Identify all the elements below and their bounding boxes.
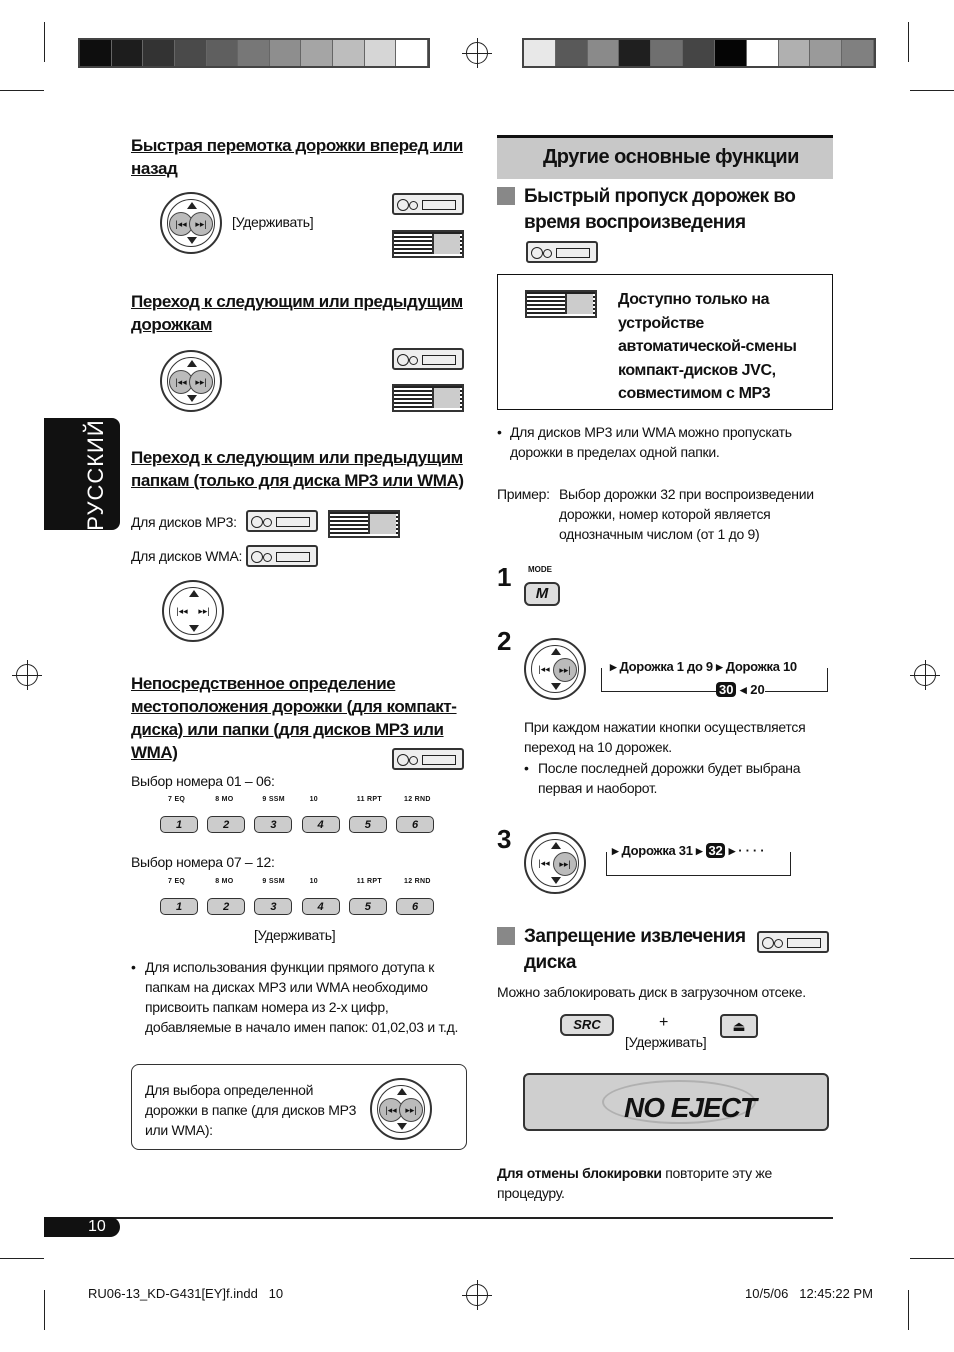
color-swatch [556,40,588,66]
step2-bullet: После последней дорожки будет выбрана первая и наоборот. [538,760,801,796]
eject-button[interactable] [720,1014,758,1038]
section-next-prev-folder-title: Переход к следующим или предыдущим папкам (только для диска MP3 или WMA) [131,448,464,490]
number-button-function-label: 10 [309,878,318,885]
direct-access-note: Для использования функции прямого дотупа к папкам на дисках MP3 или WMA необходимо присвоить папкам номера из 2-х цифр, добавляемые в начало имен папок: 01,02,03 и т.д. [145,959,459,1035]
track-sequence: ▸ Дорожка 31 ▸ 32 ▸ · · · · [612,843,765,858]
track-more: · · · · [738,843,765,858]
skip-back-icon: |◂◂ [169,212,193,236]
color-swatch [524,40,556,66]
cd-device-icon [392,348,464,370]
color-swatch [747,40,779,66]
number-button-function-label: 11 RPT [356,878,382,885]
number-button-function-label: 10 [309,796,318,803]
folder-track-info-text: Для выбора определенной дорожки в папке (для дисков MP3 или WMA): [145,1082,357,1138]
track-31: Дорожка 31 [621,843,693,858]
footer-file-info: RU06-13_KD-G431[EY]f.indd 10 [88,1286,284,1301]
mp3-disc-label: Для дисков MP3: [131,514,237,530]
number-button-6[interactable]: 6 [396,816,434,833]
skip-in-folder-note: Для дисков MP3 или WMA можно пропускать дорожки в пределах одной папки. [510,424,792,460]
cd-changer-icon [328,510,400,538]
color-calibration-strip-left [78,38,430,68]
src-button-label: SRC [573,1017,601,1032]
number-button-4[interactable]: 4 [302,816,340,833]
example-text: Выбор дорожки 32 при воспроизведении дорожки, номер которой является однозначным числом (от 1 до 9) [559,486,814,542]
select-range-label-1: Выбор номера 01 – 06: [131,773,275,789]
mode-button-label: MODE [528,565,552,574]
number-button-function-label: 12 RND [404,796,431,803]
section-direct-select-title: Непосредственное определение местоположения дорожки (для компакт-диска) или папки (для дисков MP3 или WMA) [131,674,457,762]
bullet-marker: • [497,424,502,440]
cd-device-icon [246,510,318,532]
number-button-5[interactable]: 5 [349,898,387,915]
color-swatch [396,40,428,66]
notice-text: Доступно только на устройстве автоматической-смены компакт-дисков JVC, совместимом с MP3 [618,291,797,402]
cd-changer-icon [392,230,464,258]
number-button-1[interactable]: 1 [160,816,198,833]
skip-control-dial[interactable] [160,192,222,254]
hold-label: [Удерживать] [625,1034,707,1050]
registration-mark-left [16,664,38,686]
color-swatch [301,40,333,66]
subsection-marker [497,927,515,945]
color-swatch [80,40,112,66]
registration-mark-top [466,42,488,64]
color-swatch [619,40,651,66]
folder-control-dial[interactable] [162,580,224,642]
number-button-3[interactable]: 3 [254,816,292,833]
color-swatch [779,40,811,66]
color-swatch [715,40,747,66]
bullet-marker: • [131,959,136,975]
cycle-step-b: Дорожка 10 [725,659,797,674]
cd-device-icon [757,931,829,953]
number-button-function-label: 9 SSM [262,796,285,803]
skip-back-icon: |◂◂ [533,852,555,874]
cancel-lock-text [497,1163,817,1203]
subsection-marker [497,187,515,205]
color-swatch [270,40,302,66]
skip-back-icon: |◂◂ [169,370,193,394]
step2-description: При каждом нажатии кнопки осуществляется переход на 10 дорожек. [524,719,806,755]
skip-forward-icon: ▸▸| [553,852,577,876]
number-button-5[interactable]: 5 [349,816,387,833]
section-header-title: Другие основные функции [543,146,799,168]
example-label: Пример: [497,486,550,502]
number-button-4[interactable]: 4 [302,898,340,915]
cycle-step-c: 30 [716,682,736,697]
hold-label: [Удерживать] [232,214,314,230]
number-button-2[interactable]: 2 [207,816,245,833]
color-swatch [588,40,620,66]
footer-date-info: 10/5/06 12:45:22 PM [745,1286,873,1301]
number-button-function-label: 8 MO [215,796,234,803]
color-swatch [651,40,683,66]
cd-changer-icon [525,290,597,318]
cycle-step-a: Дорожка 1 до 9 [619,659,713,674]
step-number: 2 [497,626,512,656]
number-button-function-label: 8 MO [215,878,234,885]
skip-control-dial[interactable] [524,832,586,894]
section-fast-forward-title: Быстрая перемотка дорожки вперед или назад [131,136,463,178]
number-button-3[interactable]: 3 [254,898,292,915]
mode-key-label: M [535,585,549,602]
cd-device-icon [392,748,464,770]
color-swatch [112,40,144,66]
wma-disc-label: Для дисков WMA: [131,548,243,564]
skip-forward-icon: ▸▸| [553,658,577,682]
color-swatch [238,40,270,66]
no-eject-description: Можно заблокировать диск в загрузочном отсеке. [497,984,806,1000]
skip-forward-icon: ▸▸| [189,212,213,236]
page-number: 10 [88,1218,106,1235]
skip-back-icon: |◂◂ [379,1098,403,1122]
display-flash-rays [604,1082,757,1123]
fast-skip-title: Быстрый пропуск дорожек во время воспроизведения [524,186,796,233]
skip-control-dial[interactable] [524,638,586,700]
color-swatch [333,40,365,66]
mode-button[interactable] [524,582,560,606]
number-button-function-label: 9 SSM [262,878,285,885]
select-range-label-2: Выбор номера 07 – 12: [131,854,275,870]
color-swatch [175,40,207,66]
skip-back-icon: |◂◂ [533,658,555,680]
cycle-diagram-row-1: ▸ Дорожка 1 до 9 ▸ Дорожка 10 [610,659,797,674]
page-number-badge [44,1217,120,1237]
cd-device-icon [246,545,318,567]
step-number: 3 [497,824,512,854]
cd-changer-icon [392,384,464,412]
hold-label: [Удерживать] [254,927,336,943]
no-eject-display-text: NO EJECT [624,1092,757,1123]
cycle-diagram-row-2: 30 ◂ 20 [716,682,765,698]
skip-back-icon: |◂◂ [171,600,193,622]
color-swatch [207,40,239,66]
cycle-step-d: 20 [750,682,765,697]
section-next-prev-track-title: Переход к следующим или предыдущим дорожкам [131,292,463,334]
number-button-function-label: 7 EQ [168,796,186,803]
number-button-6[interactable]: 6 [396,898,434,915]
skip-forward-icon: ▸▸| [399,1098,423,1122]
src-button[interactable] [560,1014,614,1036]
cd-device-icon [392,193,464,215]
color-calibration-strip-right [522,38,876,68]
number-button-function-label: 12 RND [404,878,431,885]
color-swatch [683,40,715,66]
track-32: 32 [706,843,726,858]
bullet-marker: • [524,760,529,776]
cancel-lock-rest: повторите эту же процедуру. [497,1165,772,1201]
skip-control-dial[interactable] [160,350,222,412]
number-button-function-label: 7 EQ [168,878,186,885]
eject-icon: ⏏ [732,1018,746,1034]
color-swatch [365,40,397,66]
number-button-1[interactable]: 1 [160,898,198,915]
footer-rule [44,1217,833,1219]
color-swatch [810,40,842,66]
number-button-function-label: 11 RPT [356,796,382,803]
color-swatch [842,40,874,66]
skip-forward-icon: ▸▸| [189,370,213,394]
registration-mark-bottom [466,1284,488,1306]
cd-device-icon [526,241,598,263]
color-swatch [143,40,175,66]
no-eject-title: Запрещение извлечения диска [524,926,746,973]
number-button-2[interactable]: 2 [207,898,245,915]
registration-mark-right [914,664,936,686]
cancel-lock-bold: Для отмены блокировки [497,1165,662,1181]
skip-forward-icon: ▸▸| [193,600,215,622]
language-side-tab-label: РУССКИЙ [83,419,108,531]
track-in-folder-dial[interactable] [370,1078,432,1140]
step-number: 1 [497,562,512,592]
plus-sign: + [659,1014,669,1031]
